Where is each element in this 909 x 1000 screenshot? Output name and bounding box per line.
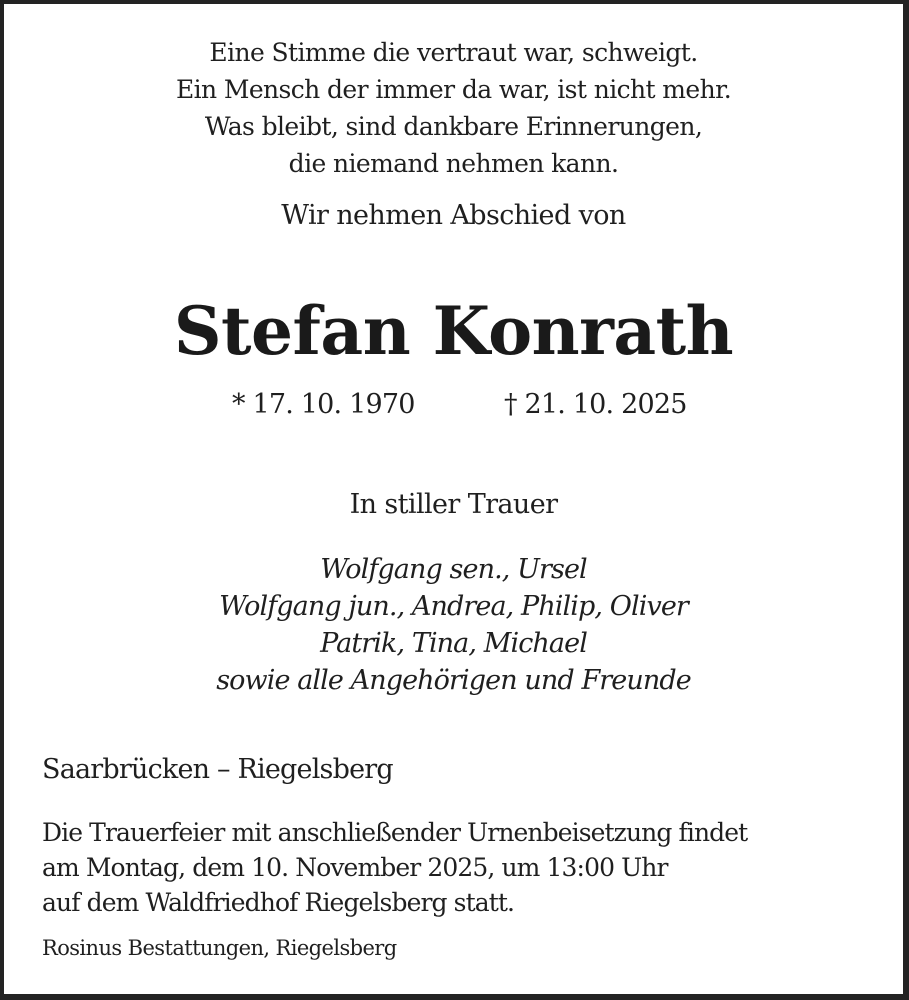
mourners-list	[4, 551, 903, 699]
poem-line: Eine Stimme die vertraut war, schweigt.	[209, 38, 698, 67]
memorial-poem	[4, 34, 903, 182]
ceremony-line: auf dem Waldfriedhof Riegelsberg statt.	[42, 888, 515, 917]
ceremony-line: Die Trauerfeier mit anschließender Urnenbeisetzung findet	[42, 818, 748, 847]
deceased-name: Stefan Konrath	[173, 292, 734, 370]
poem-line: die niemand nehmen kann.	[288, 149, 619, 178]
farewell-heading: Wir nehmen Abschied von	[281, 200, 626, 231]
birth-date: * 17. 10. 1970	[232, 389, 415, 420]
mourner-line: Patrik, Tina, Michael	[320, 628, 587, 659]
mourner-line: sowie alle Angehörigen und Freunde	[216, 665, 691, 696]
poem-line: Was bleibt, sind dankbare Erinnerungen,	[204, 112, 703, 141]
undertaker: Rosinus Bestattungen, Riegelsberg	[42, 936, 397, 960]
ceremony-line: am Montag, dem 10. November 2025, um 13:00 Uhr	[42, 853, 668, 882]
ceremony-details	[42, 815, 747, 920]
mourning-heading: In stiller Trauer	[349, 489, 558, 520]
location: Saarbrücken – Riegelsberg	[42, 754, 393, 785]
poem-line: Ein Mensch der immer da war, ist nicht mehr.	[175, 75, 732, 104]
mourner-line: Wolfgang sen., Ursel	[320, 554, 587, 585]
death-date: † 21. 10. 2025	[504, 389, 687, 420]
mourner-line: Wolfgang jun., Andrea, Philip, Oliver	[219, 591, 688, 622]
